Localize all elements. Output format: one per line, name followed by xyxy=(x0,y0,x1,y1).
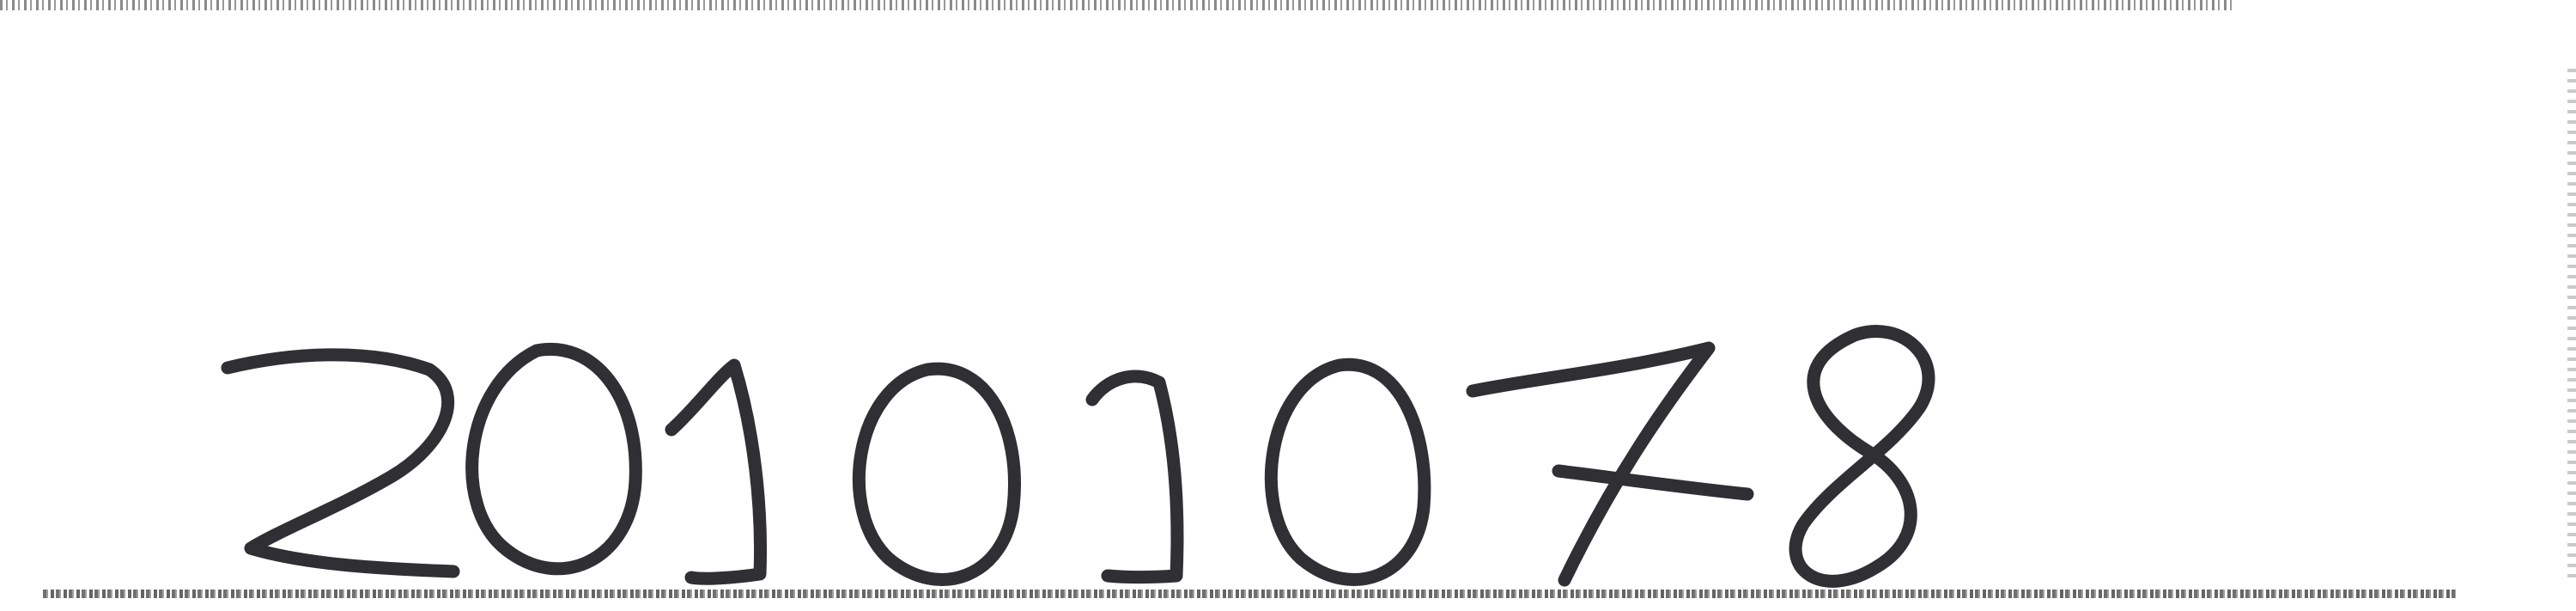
digit-0-first xyxy=(472,349,636,568)
document-baseline-rule xyxy=(43,590,2456,598)
digit-1-first xyxy=(671,365,761,578)
digit-1-second xyxy=(1092,376,1177,577)
digit-8 xyxy=(1795,332,1929,582)
digit-2-first xyxy=(228,355,453,571)
digit-0-second xyxy=(859,369,1014,579)
digit-0-third xyxy=(1271,364,1424,579)
digit-7 xyxy=(1473,348,1747,580)
